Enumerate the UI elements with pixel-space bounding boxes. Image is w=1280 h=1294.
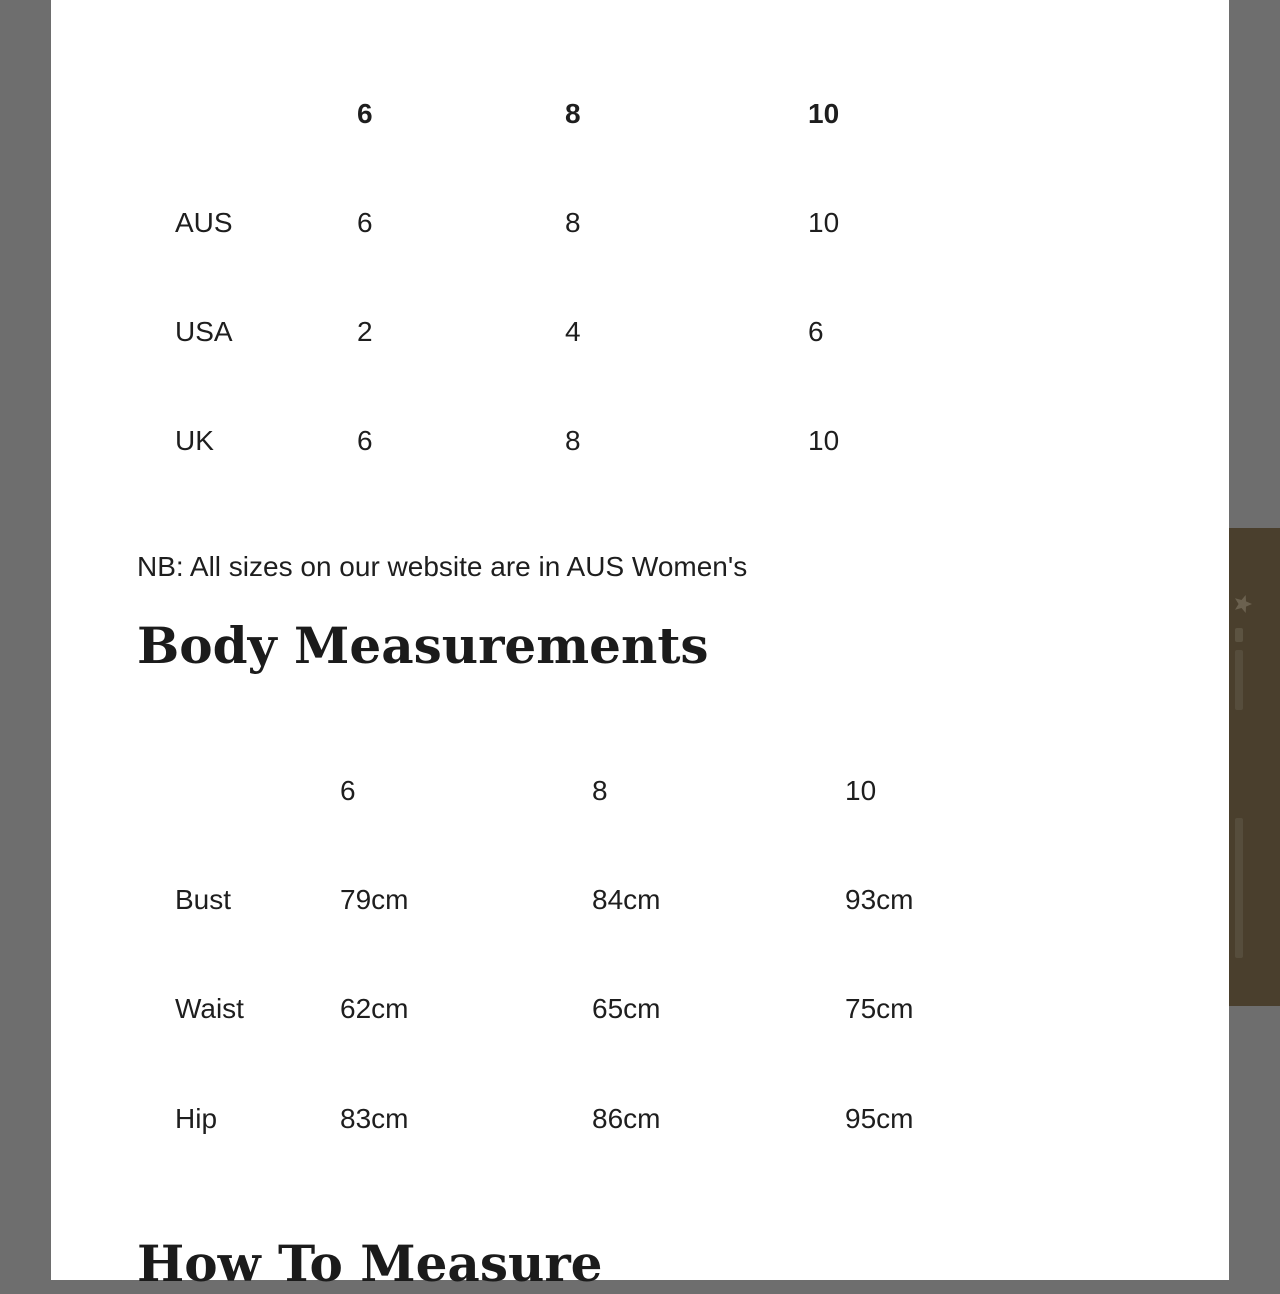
table-cell: 86cm bbox=[592, 1103, 661, 1134]
body-measurements-title: Body Measurements bbox=[137, 616, 709, 675]
side-tab-faded-text bbox=[1235, 628, 1245, 948]
table-cell: 6 bbox=[357, 425, 373, 456]
table-cell: 8 bbox=[565, 207, 581, 238]
table-cell: 84cm bbox=[592, 884, 661, 915]
table-cell: 83cm bbox=[340, 1103, 409, 1134]
measure-header-10: 10 bbox=[845, 775, 877, 806]
sizing-note: NB: All sizes on our website are in AUS Women's bbox=[137, 551, 748, 582]
measure-header-8: 8 bbox=[592, 775, 608, 806]
table-cell: 8 bbox=[565, 425, 581, 456]
table-cell: 75cm bbox=[845, 993, 914, 1024]
star-icon bbox=[1233, 594, 1253, 614]
how-to-measure-title: How To Measure bbox=[137, 1234, 603, 1293]
row-label-uk: UK bbox=[175, 425, 214, 456]
table-cell: 93cm bbox=[845, 884, 914, 915]
measure-header-6: 6 bbox=[340, 775, 356, 806]
table-cell: 62cm bbox=[340, 993, 409, 1024]
side-reviews-tab[interactable] bbox=[1229, 528, 1280, 1006]
table-cell: 2 bbox=[357, 316, 373, 347]
table-cell: 79cm bbox=[340, 884, 409, 915]
size-header-10: 10 bbox=[808, 98, 840, 129]
table-cell: 95cm bbox=[845, 1103, 914, 1134]
table-cell: 10 bbox=[808, 425, 840, 456]
size-header-6: 6 bbox=[357, 98, 373, 129]
table-cell: 6 bbox=[808, 316, 824, 347]
table-cell: 65cm bbox=[592, 993, 661, 1024]
row-label-bust: Bust bbox=[175, 884, 232, 915]
table-cell: 6 bbox=[357, 207, 373, 238]
row-label-aus: AUS bbox=[175, 207, 233, 238]
size-header-8: 8 bbox=[565, 98, 581, 129]
table-cell: 4 bbox=[565, 316, 581, 347]
row-label-usa: USA bbox=[175, 316, 233, 347]
row-label-waist: Waist bbox=[175, 993, 244, 1024]
table-cell: 10 bbox=[808, 207, 840, 238]
row-label-hip: Hip bbox=[175, 1103, 218, 1134]
